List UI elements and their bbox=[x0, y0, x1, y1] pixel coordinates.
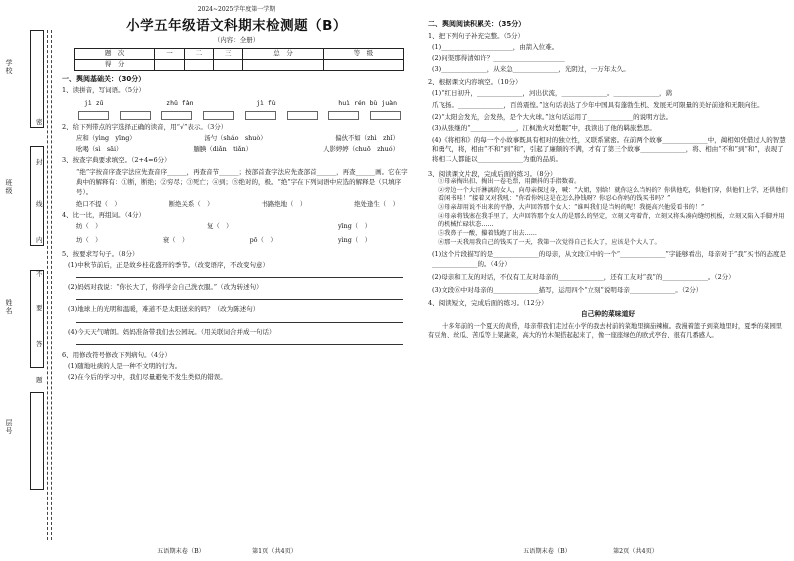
reading-question[interactable]: (1)这个片段描写的是______________的母亲，从文段①中的一个“______________”字能够看出，母亲对于“我”买书的态度是______________的。（4分） bbox=[432, 250, 786, 268]
rewrite-item: (2)妈妈对我说：“你长大了，你得学会自己洗衣服。”（改为转述句） bbox=[68, 283, 263, 292]
footer-page-number: 第2页（共4页） bbox=[613, 548, 658, 556]
score-cell: 三 bbox=[214, 48, 243, 59]
score-cell: 题 次 bbox=[75, 48, 155, 59]
section-heading: 二、舆阅阅读积累关：（35分） bbox=[428, 20, 526, 28]
fill-item[interactable]: 爪飞扬。______________，百兽震惶。”这句话表达了少年中国具有蓬勃生机、发展无可限量的美好前途和无限向往。 bbox=[432, 100, 764, 109]
passage-paragraph: ③母亲却用说不出来的平静，大声回答那个女人：“谁叫我们是当妈的呢！我挺高兴他爱看书的！” bbox=[438, 203, 705, 211]
scope-label: （内容：全册） bbox=[213, 36, 260, 45]
score-table-header bbox=[75, 48, 404, 59]
passage-paragraph: ⑥那一天我用我自己的钱买了一天，我第一次觉得自己长大了，应该是个大人了。 bbox=[438, 238, 661, 246]
strip-label-school: 学校 bbox=[5, 59, 13, 75]
score-cell: 总 分 bbox=[243, 48, 323, 59]
reading-question[interactable]: (2)母亲和工友的对话，不仅有工友对母亲的______________，还有工友对“我”的______________。（2分） bbox=[432, 272, 735, 281]
page-title: 小学五年级语文科期末检测题（B） bbox=[126, 17, 347, 34]
answer-box[interactable] bbox=[287, 111, 318, 120]
rewrite-item: (4)今天天气晴朗。妈妈准备带我们去公园玩。（用关联词合并成一句话） bbox=[68, 327, 276, 336]
question-6: 6、用修改符号修改下列病句。（4分） bbox=[62, 350, 172, 359]
pinyin: jì fù bbox=[256, 99, 276, 108]
question-2: 2、根据课文内容填空。（10分） bbox=[428, 78, 522, 87]
answer-line[interactable] bbox=[76, 291, 403, 300]
compare-item[interactable]: yīng（ ） bbox=[337, 222, 371, 231]
footer-exam-name: 五语期末卷（B） bbox=[157, 548, 205, 556]
question-3: 3、按查字典要求填空。（2+4=6分） bbox=[62, 155, 171, 164]
rewrite-item: (1)中秋节前后，正是故乡桂花盛开的季节。（改变语序，不改变句意） bbox=[68, 261, 269, 270]
passage-paragraph: ①母亲掏出扣、掏出一卷毛票，用颤抖的手指数着。 bbox=[438, 177, 581, 185]
fill-item[interactable]: (1)“红日初升，______________，河出伏流，______________。______________，鹞 bbox=[432, 89, 673, 98]
footer-page-number: 第1页（共4页） bbox=[252, 548, 297, 556]
dictionary-item[interactable]: 绝口不提（ ） bbox=[76, 199, 121, 208]
fill-item[interactable]: (3)从张继的“______________，江枫渔火对愁眠”中，我读出了他的羁旅愁思。 bbox=[432, 124, 656, 133]
fill-item[interactable]: (4)《将相和》的每一个小故事既具有相对的独立性，又联系紧密。在前两个故事______________中，蔺相如凭借过人的智慧和勇气，将，相由“不和”到“和”，引起了廉颇的不满，才有了第三个故事______________，将、相由“不和”到“和”，表现了将相二人都能以______________为重的品质。 bbox=[432, 135, 786, 163]
answer-box[interactable] bbox=[78, 111, 109, 120]
dictionary-items bbox=[62, 200, 411, 208]
school-box[interactable] bbox=[30, 30, 44, 128]
question-4: 4、阅读短文，完成后面的练习。（12分） bbox=[428, 299, 548, 308]
seat-box[interactable] bbox=[30, 392, 44, 490]
pinyin: jì zǔ bbox=[84, 99, 104, 108]
question-2: 2、给下列带点的字选择正确的读音，用“√”表示。（3分） bbox=[62, 122, 228, 131]
passage-paragraph: ⑤我鼻子一酸，攥着钱跑了出去…… bbox=[438, 229, 537, 237]
fill-item[interactable]: (3)______________，从来急______________，光阴过，一万年太久。 bbox=[432, 65, 630, 74]
story-title: 自己种的菜味道好 bbox=[580, 310, 636, 319]
answer-box[interactable] bbox=[328, 111, 359, 120]
fold-line-inner bbox=[51, 30, 52, 540]
sentence-item[interactable]: (2)在今后的学习中，我们尽量避免不发生类似的错误。 bbox=[68, 372, 227, 381]
reading-question[interactable]: (3)文段⑥中对母亲的______________描写，运用四个“立刻”说明母亲______________。（2分） bbox=[432, 285, 703, 294]
fold-line bbox=[47, 30, 48, 540]
footer-exam-name: 五语期末卷（B） bbox=[523, 548, 571, 556]
answer-box[interactable] bbox=[203, 111, 234, 120]
reading-row bbox=[62, 145, 411, 153]
dictionary-item[interactable]: 断绝关系（ ） bbox=[168, 199, 214, 208]
compare-row bbox=[62, 222, 411, 230]
reading-item[interactable]: 人影婷婷（chuō zhuó） bbox=[323, 144, 399, 153]
answer-line[interactable] bbox=[76, 269, 403, 278]
score-input[interactable] bbox=[155, 59, 184, 70]
pinyin-row bbox=[62, 99, 411, 107]
score-cell: 得 分 bbox=[75, 59, 155, 70]
fold-char: 答 bbox=[36, 340, 43, 348]
strip-label-seat: 层号 bbox=[5, 419, 13, 435]
reading-item[interactable]: 吆喝（sì sāi） bbox=[76, 144, 123, 153]
semester-label: 2024~2025学年度第一学期 bbox=[197, 6, 276, 13]
dictionary-item[interactable]: 书路绝地（ ） bbox=[261, 199, 307, 208]
fold-char: 封 bbox=[36, 158, 43, 166]
score-cell: 一 bbox=[155, 48, 184, 59]
strip-label-class: 班级 bbox=[5, 179, 13, 195]
compare-row bbox=[62, 236, 411, 244]
reading-item[interactable]: 腼腆（diǎn tiǎn） bbox=[193, 144, 253, 153]
answer-line[interactable] bbox=[76, 314, 403, 323]
answer-boxes bbox=[62, 111, 411, 120]
binding-strip bbox=[0, 0, 58, 561]
score-table-row bbox=[75, 59, 404, 70]
answer-box[interactable] bbox=[370, 111, 401, 120]
passage-paragraph: ②旁边一个大汗淋漓的女人，向母亲探过身，喊：“大姐，别给！就你这么当妈的？你供他吃，供他们穿，供他们上学，还供他们看闲书哇！”接着又对我吼：“你看你妈这是在怎么挣钱呀？你忍心你妈的钱买书吗？” bbox=[438, 186, 788, 203]
question-1: 1、读拼音，写词语。（5分） bbox=[62, 86, 146, 95]
question-3: 3、阅读课文片段，完成后面的练习。（8分） bbox=[428, 169, 557, 178]
fold-char: 题 bbox=[36, 376, 43, 384]
answer-line[interactable] bbox=[76, 336, 403, 345]
rewrite-item: (3)地球上的光明和温暖，难道不是太阳送来的吗？（改为陈述句） bbox=[68, 305, 260, 314]
fill-item[interactable]: (2)“太阳会发光，会发热，是个大火球。”这句话运用了______________的说明方法。 bbox=[432, 113, 673, 122]
score-input[interactable] bbox=[184, 59, 213, 70]
exam-page-2 bbox=[428, 4, 788, 556]
score-cell: 二 bbox=[184, 48, 213, 59]
reading-item[interactable]: 汤勺（sháo shuò） bbox=[204, 133, 267, 142]
passage-paragraph: ④母亲将钱塞在我手里了，大声回答那个女人的是那么的坚定，立刻又弯着背，立刻又将头凑向缝纫机板，立刻又陷入手脚并用的机械忙碌状态…… bbox=[438, 212, 785, 229]
pinyin: zhǔ fàn bbox=[166, 99, 194, 108]
strip-label-name: 姓名 bbox=[5, 299, 13, 315]
answer-box[interactable] bbox=[245, 111, 276, 120]
dictionary-item[interactable]: 绝处逢生（ ） bbox=[354, 199, 399, 208]
fill-item[interactable]: (2)问渠那得清如许？______________________ bbox=[432, 54, 565, 62]
compare-item[interactable]: 坊（ ） bbox=[76, 236, 102, 245]
reading-passage bbox=[428, 178, 788, 247]
question-3-text: “绝”字按音序查字法应先查音序______，再查音节______；按部首查字法应先查部首______，再查______画。它在字典中的解释有：①断，断绝；②穷尽；③死亡；④到；⑤绝对的，极。“绝”字在下列词语中应选的解释是（只填序号）。 bbox=[76, 167, 408, 196]
compare-item[interactable]: 复（ ） bbox=[206, 222, 233, 231]
score-table bbox=[74, 48, 404, 71]
reading-item[interactable]: 偏伙不如（zhì zhǐ） bbox=[335, 133, 399, 142]
compare-item[interactable]: pō（ ） bbox=[249, 236, 277, 245]
question-1: 1、把下列句子补充完整。（5分） bbox=[428, 31, 525, 40]
name-box[interactable] bbox=[30, 270, 44, 368]
score-input[interactable] bbox=[243, 59, 323, 70]
fold-char: 线 bbox=[36, 200, 43, 208]
question-4: 4、比一比，再组词。（4分） bbox=[62, 210, 146, 219]
score-input[interactable] bbox=[214, 59, 243, 70]
fold-char: 密 bbox=[36, 118, 43, 126]
compare-item[interactable]: yìng（ ） bbox=[337, 236, 371, 245]
fill-item[interactable]: (1)______________________，由箭入位难。 bbox=[432, 42, 559, 51]
reading-item[interactable]: 应和（yìng yīng） bbox=[76, 133, 136, 142]
pinyin: huì rén bù juàn bbox=[338, 99, 397, 108]
compare-item[interactable]: 衰（ ） bbox=[162, 236, 189, 245]
fold-char: 不 bbox=[36, 270, 43, 278]
compare-item[interactable]: 纺（ ） bbox=[76, 222, 102, 231]
section-heading: 一、舆阅基础关：（30分） bbox=[62, 74, 146, 83]
story-text: 十多年前的一个夏天的黄昏，母亲带我们走过在小学的我去村前的菜地里摘茄辣椒。我漫着篮子到菜地里时，夏季的菜园里有豆角、丝瓜、苦瓜等上架蔬菜，高大的竹木架搭起起来了，像一座座绿色的欧式亭台、很有几番感人。 bbox=[428, 322, 783, 340]
score-cell: 等 级 bbox=[323, 48, 403, 59]
answer-box[interactable] bbox=[120, 111, 151, 120]
reading-row bbox=[62, 134, 411, 142]
question-5: 5、按要求写句子。（8分） bbox=[62, 250, 139, 259]
exam-page-1 bbox=[62, 4, 411, 556]
answer-box[interactable] bbox=[161, 111, 192, 120]
fold-char: 要 bbox=[36, 304, 43, 312]
score-input[interactable] bbox=[323, 59, 403, 70]
sentence-item[interactable]: (1)随地吐痰的人是一种不文明的行为。 bbox=[68, 361, 182, 370]
fold-char: 内 bbox=[36, 236, 43, 244]
